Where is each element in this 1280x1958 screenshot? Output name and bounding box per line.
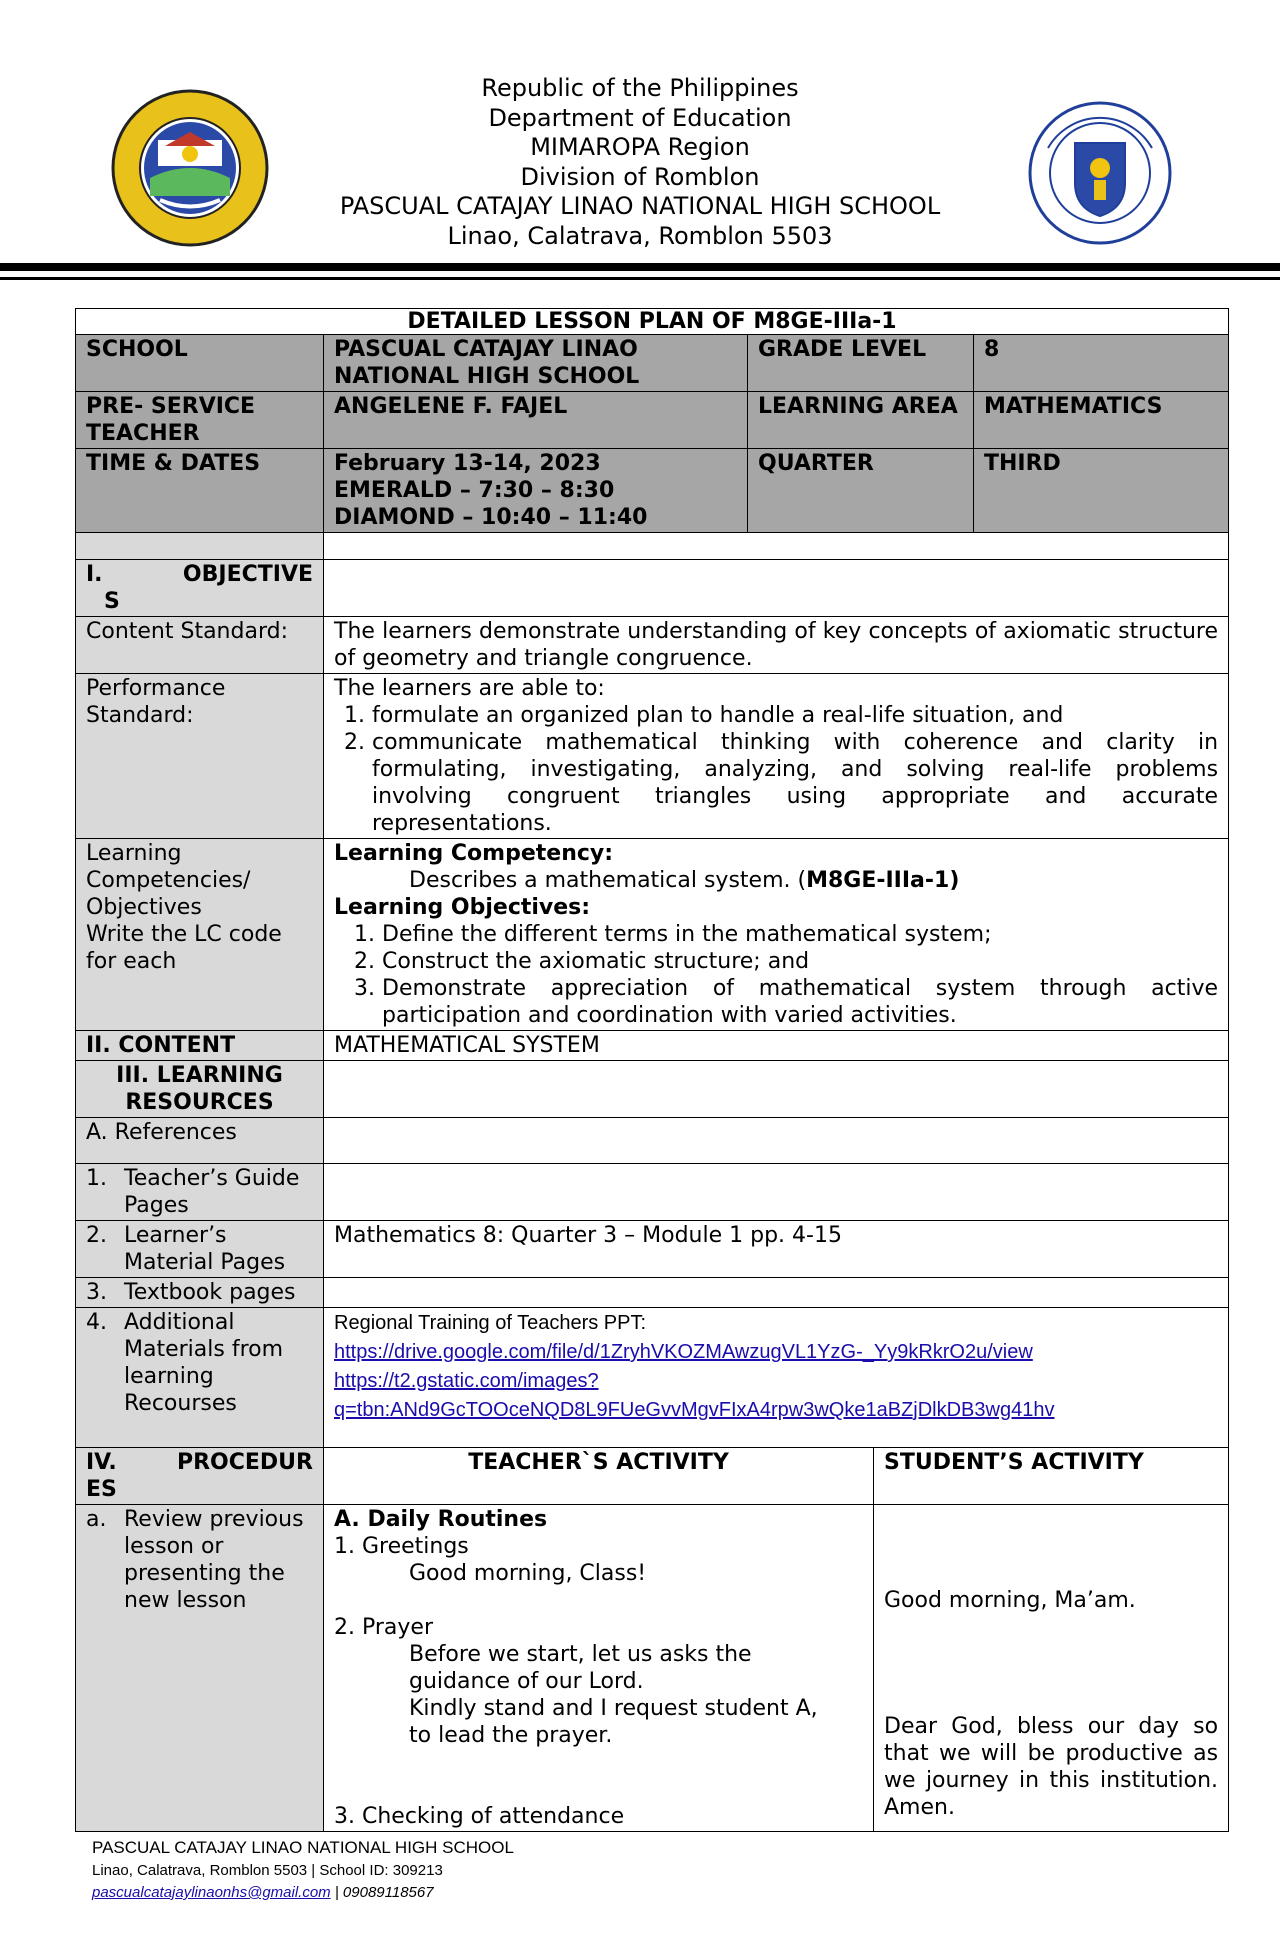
resource-link[interactable]: https://t2.gstatic.com/images? (334, 1370, 599, 1392)
lo-heading: Learning Objectives: (334, 895, 591, 920)
student-activity-cell (874, 1505, 1229, 1832)
list-item: 3. Demonstrate appreciation of mathematical system through active participation and coordination with varied activities. (382, 975, 1218, 1029)
document-header (0, 0, 1280, 290)
procedure-step-label: a. Review previous lesson or presenting the new lesson (76, 1505, 324, 1832)
student-activity-header: STUDENT’S ACTIVITY (874, 1448, 1229, 1505)
procedures-heading: IV. PROCEDUR ES (76, 1448, 324, 1505)
header-line: Division of Romblon (520, 162, 760, 191)
learning-area-label: LEARNING AREA (748, 392, 974, 449)
header-line: Department of Education (488, 103, 792, 132)
competencies-cell (324, 839, 1229, 1031)
lc-heading: Learning Competency: (334, 841, 614, 866)
document-footer (92, 1836, 992, 1904)
deped-seal-icon (1028, 98, 1173, 248)
student-prayer: Dear God, bless our day so that we will be productive as we journey in this institution. Amen. (884, 1714, 1219, 1820)
time-label: TIME & DATES (76, 449, 324, 533)
performance-list (334, 702, 1218, 837)
resources-blank (324, 1061, 1229, 1118)
greetings-label: 1. Greetings (334, 1534, 469, 1559)
time-value (324, 449, 748, 533)
quarter-label: QUARTER (748, 449, 974, 533)
objectives-heading: I. OBJECTIVE S (76, 560, 324, 617)
resource-item: 4. Additional Materials from learning Recourses (76, 1308, 324, 1448)
performance-standard-label: Performance Standard: (76, 674, 324, 839)
school-label: SCHOOL (76, 335, 324, 392)
header-rule-thin (0, 277, 1280, 280)
additional-materials-cell (324, 1308, 1229, 1448)
lesson-plan-title: DETAILED LESSON PLAN OF M8GE-IIIa-1 (76, 309, 1229, 335)
prayer-label: 2. Prayer (334, 1615, 433, 1640)
school-value: PASCUAL CATAJAY LINAO NATIONAL HIGH SCHOOL (324, 335, 748, 392)
teacher-activity-cell (324, 1505, 874, 1832)
resources-heading: III. LEARNING RESOURCES (76, 1061, 324, 1118)
content-value: MATHEMATICAL SYSTEM (324, 1031, 1229, 1061)
additional-materials-title: Regional Training of Teachers PPT: (334, 1312, 647, 1334)
blank-cell (324, 533, 1229, 560)
prayer-line: Kindly stand and I request student A, (409, 1696, 818, 1721)
prayer-line: to lead the prayer. (409, 1723, 613, 1748)
student-greeting: Good morning, Ma’am. (884, 1588, 1136, 1613)
resource-item: 1. Teacher’s Guide Pages (76, 1164, 324, 1221)
grade-level-value: 8 (974, 335, 1229, 392)
resource-link[interactable]: q=tbn:ANd9GcTOOceNQD8L9FUeGvvMgvFIxA4rpw3wQke1aBZjDlkDB3wg41hv (334, 1399, 1055, 1421)
header-line: Republic of the Philippines (481, 74, 799, 102)
performance-standard-cell (324, 674, 1229, 839)
performance-intro: The learners are able to: (334, 676, 605, 701)
list-item: 2. communicate mathematical thinking with coherence and clarity in formulating, investigating, analyzing, and solving real-life problems involving congruent triangles using appropriate and accurate representations. (372, 729, 1218, 837)
footer-email-link[interactable]: pascualcatajaylinaonhs@gmail.com (92, 1884, 331, 1901)
references-label: A. References (76, 1118, 324, 1164)
list-item: 1. Define the different terms in the mathematical system; (382, 921, 1218, 948)
header-rule-thick (0, 263, 1280, 271)
teacher-activity-header: TEACHER`S ACTIVITY (324, 1448, 874, 1505)
teacher-label: PRE- SERVICE TEACHER (76, 392, 324, 449)
blank-cell (76, 533, 324, 560)
date-line: February 13-14, 2023 (334, 451, 601, 476)
resource-value: Mathematics 8: Quarter 3 – Module 1 pp. 4-15 (324, 1221, 1229, 1278)
prayer-line: guidance of our Lord. (409, 1669, 644, 1694)
resource-link[interactable]: https://drive.google.com/file/d/1ZryhVKOZMAwzugVL1YzG-_Yy9kRkrO2u/view (334, 1341, 1033, 1363)
lc-text: Describes a mathematical system. (M8GE-IIIa-1) (409, 868, 960, 893)
attendance-label: 3. Checking of attendance (334, 1804, 625, 1829)
greetings-text: Good morning, Class! (409, 1561, 647, 1586)
section-time-line: EMERALD – 7:30 – 8:30 (334, 478, 615, 503)
header-address-block (300, 74, 980, 251)
prayer-line: Before we start, let us asks the (409, 1642, 752, 1667)
resource-item: 2. Learner’s Material Pages (76, 1221, 324, 1278)
content-standard-label: Content Standard: (76, 617, 324, 674)
school-seal-icon (110, 88, 270, 248)
header-line: Linao, Calatrava, Romblon 5503 (447, 221, 833, 250)
header-line: MIMAROPA Region (530, 133, 750, 161)
lo-list (334, 921, 1218, 1029)
content-standard-text: The learners demonstrate understanding of key concepts of axiomatic structure of geometry and triangle congruence. (324, 617, 1229, 674)
footer-phone: | 09089118567 (330, 1884, 434, 1901)
references-blank (324, 1118, 1229, 1164)
resource-item: 3. Textbook pages (76, 1278, 324, 1308)
header-line: PASCUAL CATAJAY LINAO NATIONAL HIGH SCHOOL (339, 192, 941, 220)
quarter-value: THIRD (974, 449, 1229, 533)
lesson-plan-table (75, 308, 1229, 1832)
competencies-label: Learning Competencies/ Objectives Write the LC code for each (76, 839, 324, 1031)
resource-value (324, 1278, 1229, 1308)
list-item: 2. Construct the axiomatic structure; and (382, 948, 1218, 975)
list-item: 1. formulate an organized plan to handle a real-life situation, and (372, 702, 1218, 729)
content-label: II. CONTENT (76, 1031, 324, 1061)
objectives-blank (324, 560, 1229, 617)
footer-address: Linao, Calatrava, Romblon 5503 | School ID: 309213 (92, 1862, 443, 1879)
section-time-line: DIAMOND – 10:40 – 11:40 (334, 505, 648, 530)
teacher-value: ANGELENE F. FAJEL (324, 392, 748, 449)
resource-value (324, 1164, 1229, 1221)
learning-area-value: MATHEMATICS (974, 392, 1229, 449)
grade-level-label: GRADE LEVEL (748, 335, 974, 392)
daily-routines-heading: A. Daily Routines (334, 1507, 548, 1532)
footer-contact (92, 1882, 992, 1904)
footer-school: PASCUAL CATAJAY LINAO NATIONAL HIGH SCHOOL (92, 1838, 514, 1857)
